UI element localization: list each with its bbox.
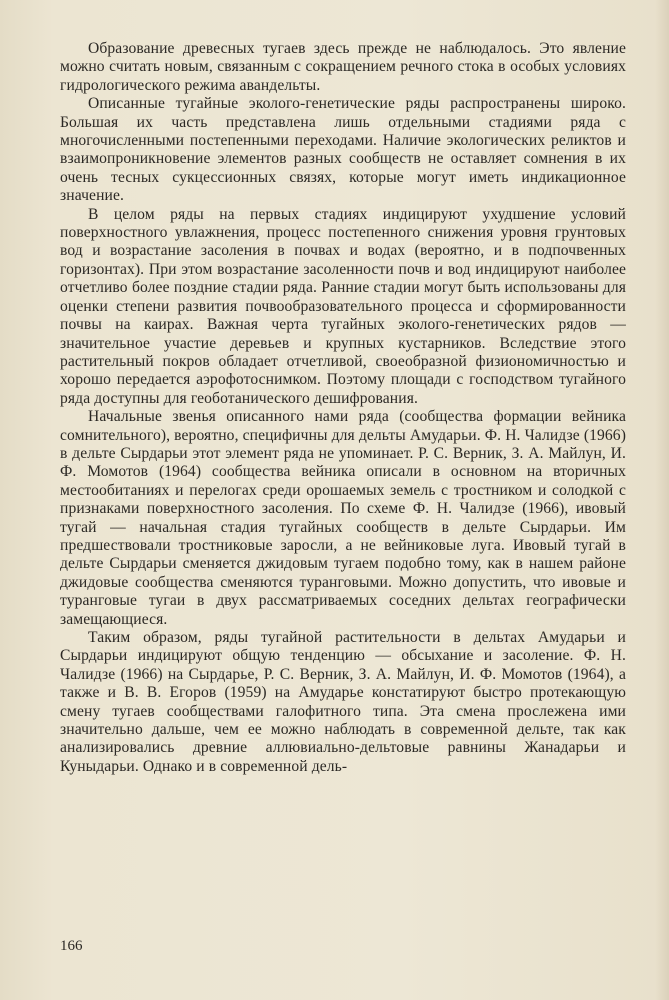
paragraph-1: Образование древесных тугаев здесь прежде не наблюдалось. Это явление можно считать новым, связанным с сокращением речного стока в особых условиях гидрологического режима авандельты. <box>60 40 626 94</box>
body-text <box>60 40 626 776</box>
page-number: 166 <box>60 938 83 954</box>
paragraph-2: Описанные тугайные эколого-генетические ряды распространены широко. Большая их часть представлена лишь отдельными стадиями ряда с многочисленными постепенными переходами. Наличие экологических реликтов и взаимопроникновение элементов разных сообществ не оставляет сомнения в их очень тесных сукцессионных связях, которые могут иметь индикационное значение. <box>60 95 626 205</box>
paragraph-3: В целом ряды на первых стадиях индицируют ухудшение условий поверхностного увлажнения, процесс постепенного снижения уровня грунтовых вод и возрастание засоления в почвах и водах (вероятно, и в подпочвенных горизонтах). При этом возрастание засоленности почв и вод индицируют наиболее отчетливо более поздние стадии ряда. Ранние стадии могут быть использованы для оценки степени развития почвообразовательного процесса и сформированности почвы на каирах. Важная черта тугайных эколого-генетических рядов — значительное участие деревьев и крупных кустарников. Вследствие этого растительный покров обладает отчетливой, своеобразной физиономичностью и хорошо передается аэрофотоснимком. Поэтому площади с господством тугайного ряда доступны для геоботанического дешифрования. <box>60 205 626 407</box>
paragraph-4: Начальные звенья описанного нами ряда (сообщества формации вейника сомнительного), вероятно, специфичны для дельты Амударьи. Ф. Н. Чалидзе (1966) в дельте Сырдарьи этот элемент ряда не упоминает. Р. С. Верник, З. А. Майлун, И. Ф. Момотов (1964) сообщества вейника описали в основном на вторичных местообитаниях и перелогах среди орошаемых земель с тростником и солодкой с признаками поверхностного засоления. По схеме Ф. Н. Чалидзе (1966), ивовый тугай — начальная стадия тугайных сообществ в дельте Сырдарьи. Им предшествовали тростниковые заросли, а не вейниковые луга. Ивовый тугай в дельте Сырдарьи сменяется джидовым тугаем подобно тому, как в нашем районе джидовые сообщества сменяются туранговыми. Можно допустить, что ивовые и туранговые тугаи в двух рассматриваемых соседних дельтах географически замещающиеся. <box>60 408 626 628</box>
paragraph-5: Таким образом, ряды тугайной растительности в дельтах Амударьи и Сырдарьи индицируют общую тенденцию — обсыхание и засоление. Ф. Н. Чалидзе (1966) на Сырдарье, Р. С. Верник, З. А. Майлун, И. Ф. Момотов (1964), а также и В. В. Егоров (1959) на Амударье констатируют быстро протекающую смену тугаев сообществами галофитного типа. Эта смена прослежена ими значительно дальше, чем ее можно наблюдать в современной дельте, так как анализировались древние аллювиально-дельтовые равнины Жанадарьи и Куныдарьи. Однако и в современной дель- <box>60 629 626 775</box>
page-edge-shadow <box>655 0 669 1000</box>
